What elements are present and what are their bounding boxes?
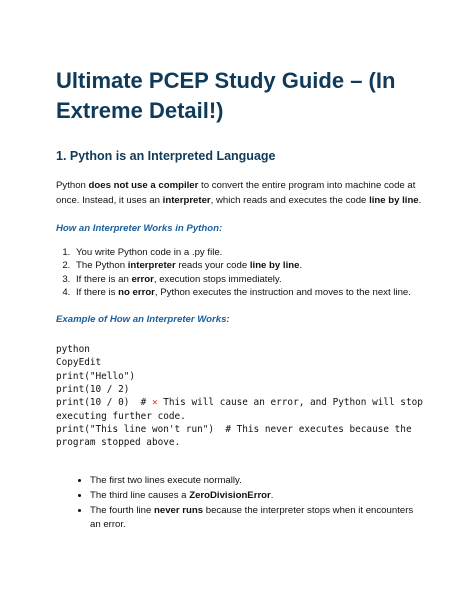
bold-run: does not use a compiler (88, 180, 199, 191)
text-run: file. (204, 247, 223, 258)
text-run: The Python (76, 260, 128, 272)
bold-run: never runs (154, 504, 204, 516)
code-line: python (56, 344, 90, 356)
code-block (56, 343, 474, 449)
list-item (73, 273, 474, 286)
inline-code: .py (191, 247, 205, 258)
code-line: executing further code. (56, 410, 186, 422)
list-item (90, 489, 420, 503)
code-line: program stopped above. (56, 437, 181, 449)
text-run: Python (56, 180, 89, 191)
text-run: The fourth line (90, 504, 154, 516)
text-run: If there is an (76, 273, 132, 285)
list-item (90, 474, 420, 488)
code-line: print("This line won't run") # This never executes because the (56, 423, 412, 435)
bullet-list (56, 474, 420, 532)
subheading-example: Example of How an Interpreter Works: (56, 314, 230, 326)
text-run: The third line causes a (90, 489, 190, 501)
list-item (73, 246, 474, 259)
text-run: , which reads and executes the code (210, 195, 370, 206)
text-run: The first two lines execute normally. (90, 474, 242, 486)
bold-run: ZeroDivisionError (189, 489, 271, 501)
list-item (73, 286, 474, 299)
steps-list (56, 246, 474, 299)
bold-run: interpreter (162, 195, 211, 206)
code-line: print(10 / 0) # (56, 397, 152, 409)
code-line: CopyEdit (56, 357, 102, 369)
text-run: to convert the entire program into machine code at once. Instead, it uses an (56, 180, 416, 206)
intro-paragraph (56, 178, 426, 208)
bold-run: interpreter (127, 260, 176, 272)
text-run: reads your code (175, 260, 250, 272)
page-title: Ultimate PCEP Study Guide – (In Extreme Detail!) (56, 68, 396, 123)
text-run: , execution stops immediately. (153, 273, 282, 285)
list-item (73, 259, 474, 272)
section-heading: 1. Python is an Interpreted Language (56, 149, 276, 163)
text-run: . (299, 260, 303, 272)
subheading-how-interpreter-works: How an Interpreter Works in Python: (56, 223, 223, 234)
text-run: . (270, 489, 274, 501)
text-run: because the interpreter stops when it encounters an error. (90, 504, 414, 530)
bold-run: line by line (369, 195, 419, 206)
code-line: print("Hello") (56, 370, 136, 382)
code-line: print(10 / 2) (56, 384, 130, 396)
code-line: This will cause an error, and Python will stop (157, 397, 423, 409)
cross-mark-icon: ✕ (151, 397, 158, 409)
bold-run: error (131, 273, 154, 285)
text-run: You write Python code in a (76, 247, 192, 258)
text-run: If there is (76, 286, 119, 298)
text-run: . (418, 195, 422, 206)
bold-run: no error (118, 286, 155, 298)
bold-run: line by line (249, 260, 300, 272)
text-run: , Python executes the instruction and moves to the next line. (154, 286, 411, 298)
list-item (90, 504, 420, 532)
